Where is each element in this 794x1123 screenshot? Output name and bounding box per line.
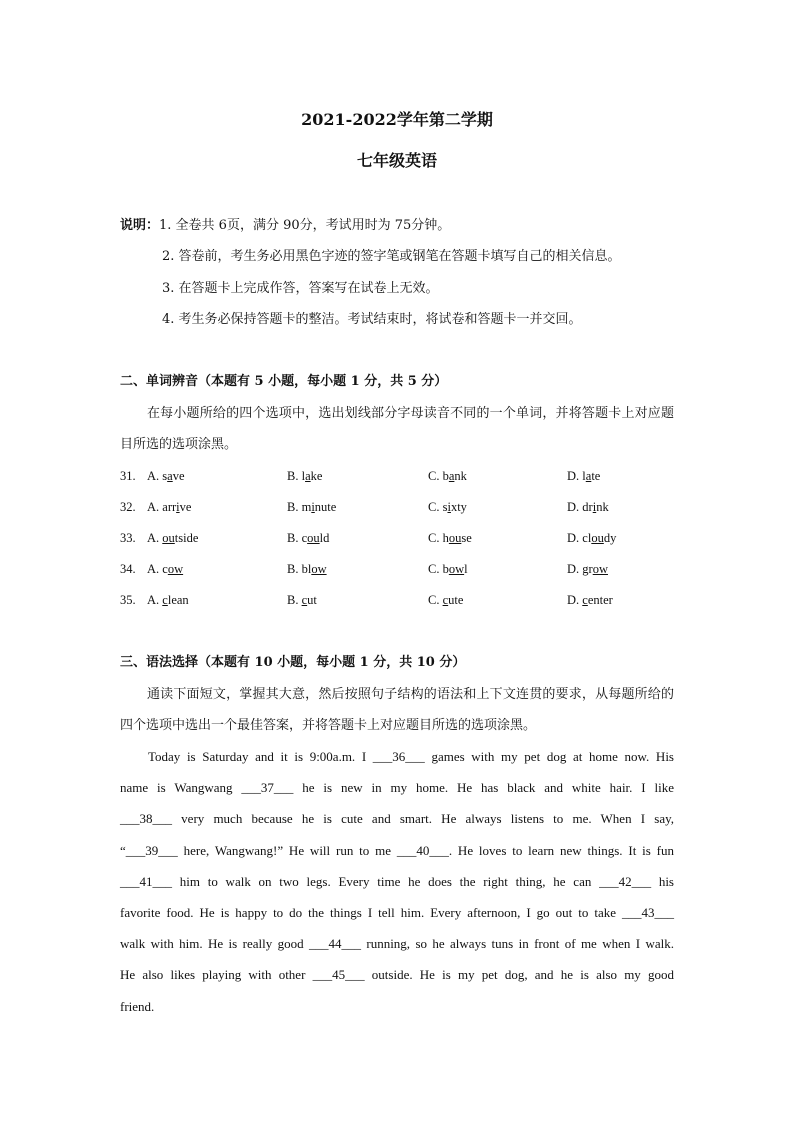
exam-term-title: 2021-2022学年第二学期 <box>301 110 493 129</box>
passage-line: ___38___ very much because he is cute and smart. He always listens to me. When I say, <box>120 811 674 827</box>
underlined-letters: i <box>311 500 315 514</box>
passage-line: friend. <box>120 998 155 1014</box>
underlined-letters: ou <box>307 531 320 545</box>
answer-option: C. cute <box>428 593 464 607</box>
section-heading: 三、语法选择（本题有 10 小题，每小题 1 分，共 10 分） <box>120 655 466 670</box>
underlined-letters: a <box>167 469 173 483</box>
answer-option: A. outside <box>147 531 199 545</box>
underlined-letters: i <box>592 500 597 514</box>
underlined-letters: ow <box>448 562 465 576</box>
answer-option: C. house <box>428 531 472 545</box>
section-direction: 通读下面短文，掌握其大意，然后按照句子结构的语法和上下文连贯的要求，从每题所给的四个选项中选出一个最佳答案，并将答题卡上对应题目所选的选项涂黑。 <box>120 687 674 734</box>
underlined-letters: ow <box>167 562 184 576</box>
instruction-item: 2. 答卷前，考生务必用黑色字迹的签字笔或钢笔在答题卡填写自己的相关信息。 <box>162 249 621 264</box>
answer-option: C. bowl <box>428 562 468 576</box>
answer-option: D. center <box>567 593 613 607</box>
answer-option: B. could <box>287 531 330 545</box>
answer-option: A. clean <box>147 593 189 607</box>
underlined-letters: c <box>582 593 588 607</box>
underlined-letters: ou <box>591 531 604 545</box>
instruction-item: 1. 全卷共 6页，满分 90分，考试用时为 75分钟。 <box>159 218 451 233</box>
passage-line: ___41___ him to walk on two legs. Every time he does the right thing, he can ___42___ his <box>120 873 674 889</box>
underlined-letters: c <box>162 593 168 607</box>
answer-option: A. arrive <box>147 500 192 514</box>
question-number: 34. <box>120 562 136 576</box>
exam-subject-title: 七年级英语 <box>356 151 437 170</box>
answer-option: C. bank <box>428 469 467 483</box>
underlined-letters: c <box>442 593 449 607</box>
underlined-letters: i <box>176 500 180 514</box>
instruction-line-1 <box>120 217 450 235</box>
question-number: 31. <box>120 469 136 483</box>
answer-option: D. cloudy <box>567 531 617 545</box>
answer-option: B. cut <box>287 593 317 607</box>
instructions-label: 说明： <box>120 218 160 233</box>
answer-option: D. grow <box>567 562 608 576</box>
underlined-letters: ou <box>162 531 175 545</box>
passage-line: name is Wangwang ___37___ he is new in my home. He has black and white hair. I like <box>120 780 674 796</box>
answer-option: D. late <box>567 469 601 483</box>
underlined-letters: a <box>448 469 455 483</box>
underlined-letters: ow <box>311 562 327 576</box>
section-heading: 二、单词辨音（本题有 5 小题，每小题 1 分，共 5 分） <box>120 374 448 389</box>
answer-option: B. minute <box>287 500 337 514</box>
underlined-letters: a <box>305 469 311 483</box>
underlined-letters: ou <box>448 531 462 545</box>
underlined-letters: c <box>301 593 308 607</box>
question-number: 35. <box>120 593 136 607</box>
underlined-letters: a <box>585 469 592 483</box>
answer-option: A. save <box>147 469 185 483</box>
passage-line: Today is Saturday and it is 9:00a.m. I ___36___ games with my pet dog at home now. His <box>148 749 674 764</box>
instruction-item: 4. 考生务必保持答题卡的整洁。考试结束时，将试卷和答题卡一并交回。 <box>162 312 582 327</box>
question-number: 33. <box>120 531 136 545</box>
reading-passage <box>120 741 674 1022</box>
passage-line: “___39___ here, Wangwang!” He will run to me ___40___. He loves to learn new things. It is fun <box>120 842 674 858</box>
answer-option: C. sixty <box>428 500 467 514</box>
question-number: 32. <box>120 500 136 514</box>
underlined-letters: i <box>447 500 451 514</box>
passage-line: He also likes playing with other ___45___ outside. He is my pet dog, and he is also my good <box>120 967 674 983</box>
instruction-item: 3. 在答题卡上完成作答，答案写在试卷上无效。 <box>162 281 439 296</box>
underlined-letters: ow <box>592 562 608 576</box>
answer-option: D. drink <box>567 500 609 514</box>
answer-option: B. lake <box>287 469 323 483</box>
section-direction: 在每小题所给的四个选项中，选出划线部分字母读音不同的一个单词，并将答题卡上对应题目所选的选项涂黑。 <box>120 406 674 453</box>
answer-option: B. blow <box>287 562 327 576</box>
answer-option: A. cow <box>147 562 184 576</box>
passage-line: walk with him. He is really good ___44___ running, so he always tuns in front of me when I walk. <box>120 936 674 952</box>
passage-line: favorite food. He is happy to do the things I tell him. Every afternoon, I go out to take ___43___ <box>120 905 674 921</box>
